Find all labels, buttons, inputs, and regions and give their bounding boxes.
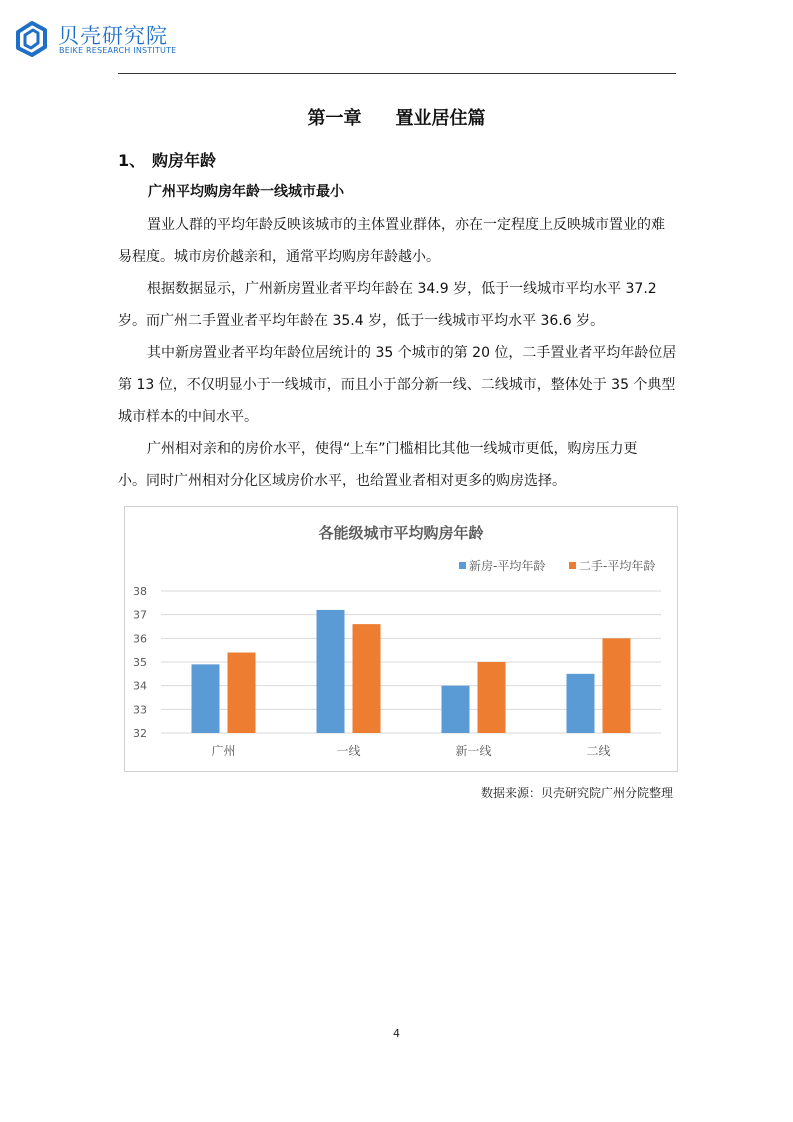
paragraph-line: 置业人群的平均年龄反映该城市的主体置业群体，亦在一定程度上反映城市置业的难 xyxy=(147,217,665,233)
header-divider xyxy=(118,73,676,74)
bar xyxy=(353,624,381,733)
paragraph-line: 小。同时广州相对分化区域房价水平，也给置业者相对更多的购房选择。 xyxy=(118,473,566,489)
section-title: 购房年龄 xyxy=(152,151,217,170)
paragraph-line: 岁。而广州二手置业者平均年龄在 35.4 岁，低于一线城市平均水平 36.6 岁。 xyxy=(118,313,605,329)
chapter-number: 第一章 xyxy=(307,108,362,129)
bar xyxy=(603,638,631,733)
y-tick-label: 38 xyxy=(133,585,147,598)
x-tick-label: 一线 xyxy=(336,744,361,758)
logo-text-en: BEIKE RESEARCH INSTITUTE xyxy=(59,46,177,55)
bar xyxy=(442,686,470,733)
bar xyxy=(192,664,220,733)
chapter-heading xyxy=(0,104,793,130)
section-heading xyxy=(118,148,216,171)
paragraph-1 xyxy=(118,209,678,273)
y-tick-label: 37 xyxy=(133,608,147,622)
x-tick-label: 广州 xyxy=(211,744,236,758)
bar xyxy=(567,674,595,733)
bar-chart xyxy=(124,506,678,772)
bar xyxy=(228,653,256,733)
logo-text-cn: 贝壳研究院 xyxy=(58,24,168,48)
paragraph-line: 第 13 位，不仅明显小于一线城市，而且小于部分新一线、二线城市，整体处于 35 个典型 xyxy=(118,377,676,393)
paragraph-line: 广州相对亲和的房价水平，使得“上车”门槛相比其他一线城市更低，购房压力更 xyxy=(147,441,638,457)
section-number: 1、 xyxy=(118,151,146,170)
y-tick-label: 34 xyxy=(133,679,147,693)
y-tick-label: 33 xyxy=(133,703,147,717)
x-tick-label: 新一线 xyxy=(455,744,492,758)
bar xyxy=(317,610,345,733)
paragraph-line: 易程度。城市房价越亲和，通常平均购房年龄越小。 xyxy=(118,249,440,265)
logo xyxy=(12,18,212,60)
subheading: 广州平均购房年龄一线城市最小 xyxy=(148,184,344,200)
paragraph-2 xyxy=(118,273,678,337)
chapter-title: 置业居住篇 xyxy=(395,108,486,129)
legend-swatch xyxy=(459,562,466,569)
paragraph-line: 根据数据显示，广州新房置业者平均年龄在 34.9 岁，低于一线城市平均水平 37.2 xyxy=(147,281,657,297)
page-number: 4 xyxy=(393,1027,400,1040)
paragraph-4 xyxy=(118,433,678,497)
chart-canvas xyxy=(125,507,677,771)
y-tick-label: 36 xyxy=(133,632,147,646)
x-tick-label: 二线 xyxy=(586,744,611,758)
bar xyxy=(478,662,506,733)
paragraph-3 xyxy=(118,337,678,433)
chart-title: 各能级城市平均购房年龄 xyxy=(318,524,484,542)
legend-label: 新房-平均年龄 xyxy=(469,559,546,573)
y-tick-label: 32 xyxy=(133,727,147,740)
legend-swatch xyxy=(569,562,576,569)
paragraph-line: 其中新房置业者平均年龄位居统计的 35 个城市的第 20 位，二手置业者平均年龄位居 xyxy=(147,345,677,361)
y-tick-label: 35 xyxy=(133,656,147,669)
source-note: 数据来源：贝壳研究院广州分院整理 xyxy=(480,786,673,800)
paragraph-line: 城市样本的中间水平。 xyxy=(118,409,258,425)
beike-logo-icon xyxy=(12,18,52,60)
legend-label: 二手-平均年龄 xyxy=(579,559,656,573)
